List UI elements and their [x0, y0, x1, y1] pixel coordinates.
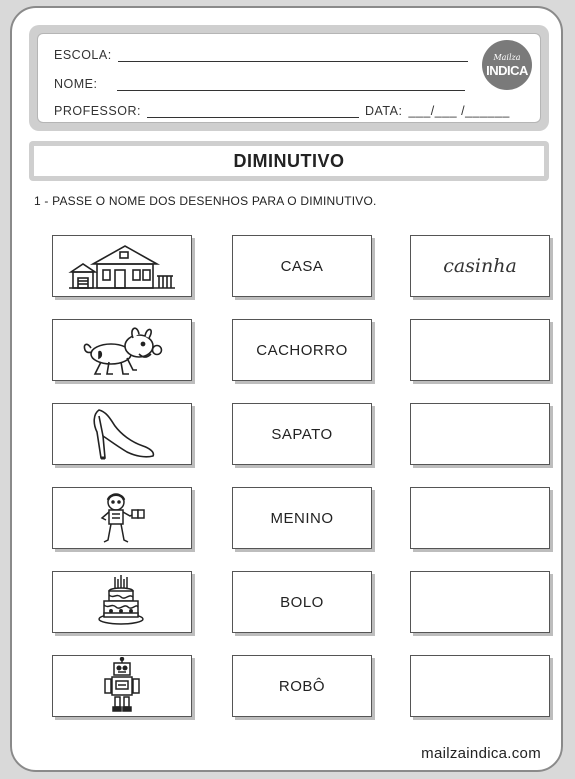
picture-box-1	[52, 235, 192, 297]
word-menino: MENINO	[270, 509, 334, 527]
word-bolo: BOLO	[280, 593, 324, 611]
word-box-4	[232, 487, 372, 549]
robot-icon	[102, 657, 142, 715]
dog-icon	[77, 322, 167, 378]
data-label: DATA:	[364, 104, 403, 118]
escola-line	[54, 48, 468, 62]
word-box-2	[232, 319, 372, 381]
word-box-1	[232, 235, 372, 297]
logo-line2: INDICA	[486, 62, 528, 78]
word-cachorro: CACHORRO	[256, 341, 348, 359]
answer-casinha: casinha	[443, 255, 517, 277]
word-box-6	[232, 655, 372, 717]
footer-website[interactable]: mailzaindica.com	[421, 745, 541, 762]
header-panel	[29, 25, 549, 131]
cake-icon	[97, 573, 147, 631]
answer-box-3[interactable]	[410, 403, 550, 465]
answer-box-4[interactable]	[410, 487, 550, 549]
professor-label: PROFESSOR:	[54, 104, 141, 118]
boy-icon	[94, 490, 150, 546]
word-casa: CASA	[280, 257, 324, 275]
shoe-icon	[87, 406, 157, 462]
professor-field[interactable]	[147, 116, 359, 118]
picture-box-5	[52, 571, 192, 633]
mailza-indica-logo	[482, 40, 532, 90]
picture-box-3	[52, 403, 192, 465]
nome-label: NOME:	[54, 77, 98, 91]
word-sapato: SAPATO	[271, 425, 333, 443]
instruction-text: 1 - PASSE O NOME DOS DESENHOS PARA O DIMINUTIVO.	[34, 194, 377, 208]
answer-box-5[interactable]	[410, 571, 550, 633]
word-box-3	[232, 403, 372, 465]
answer-box-6[interactable]	[410, 655, 550, 717]
page-title: DIMINUTIVO	[34, 146, 544, 176]
escola-field[interactable]	[118, 60, 468, 62]
worksheet	[10, 6, 563, 772]
escola-label: ESCOLA:	[54, 48, 112, 62]
word-box-5	[232, 571, 372, 633]
title-bar	[29, 141, 549, 181]
nome-line	[54, 77, 465, 91]
picture-box-2	[52, 319, 192, 381]
answer-box-1[interactable]	[410, 235, 550, 297]
logo-line1: Mailza	[493, 52, 521, 62]
header-fields	[37, 33, 541, 123]
picture-box-4	[52, 487, 192, 549]
nome-field[interactable]	[117, 89, 465, 91]
word-robo: ROBÔ	[278, 677, 326, 695]
house-icon	[67, 242, 177, 290]
professor-line	[54, 104, 510, 118]
date-field[interactable]: ___/___ /______	[408, 104, 510, 118]
answer-box-2[interactable]	[410, 319, 550, 381]
picture-box-6	[52, 655, 192, 717]
